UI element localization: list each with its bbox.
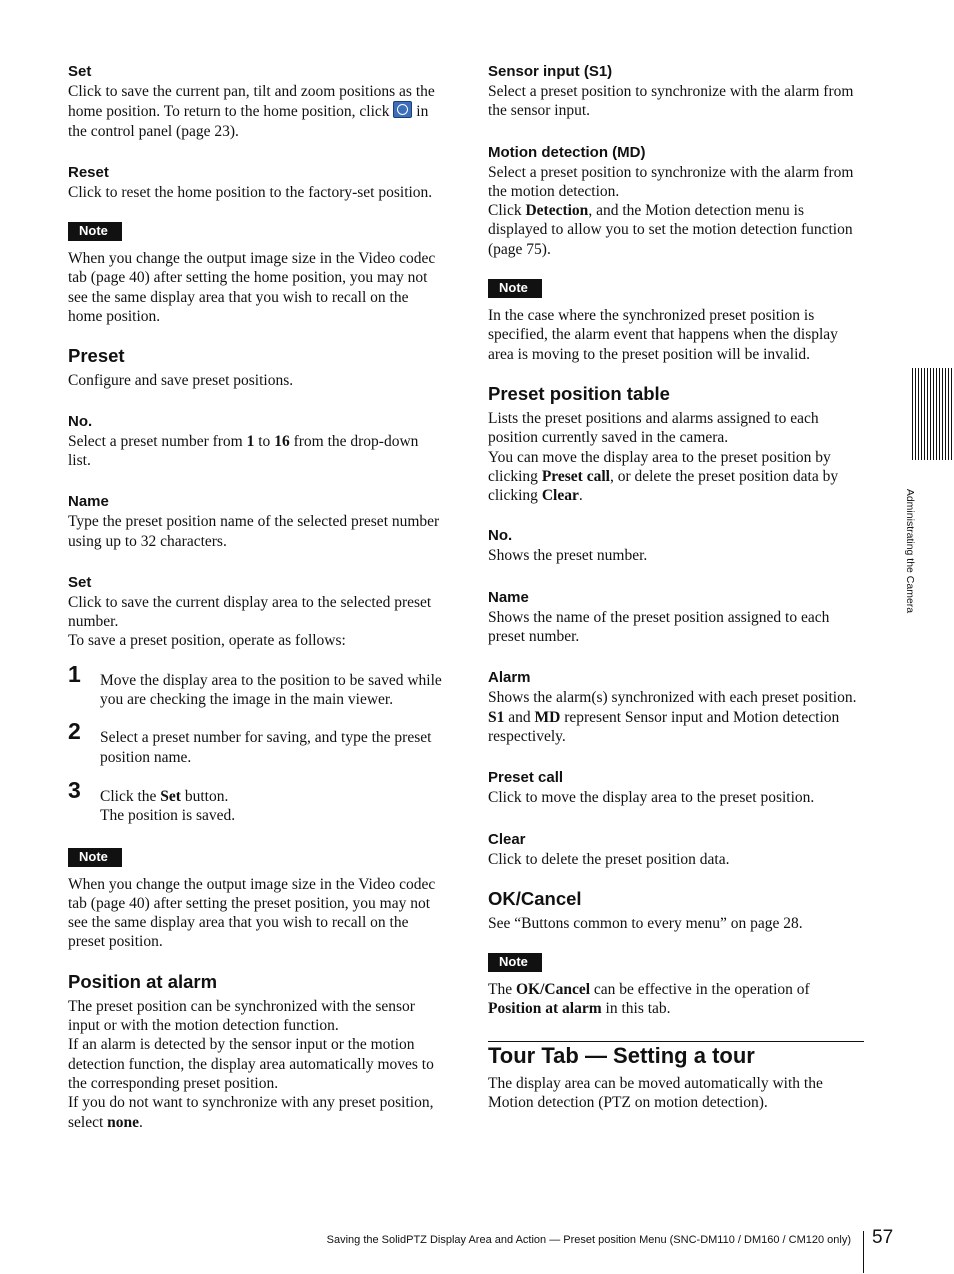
- no-text-c: to: [258, 432, 271, 450]
- step-number: 2: [68, 718, 81, 745]
- preset-call-description: Click to move the display area to the preset position.: [488, 789, 815, 807]
- reset-heading: Reset: [68, 163, 109, 181]
- note-text: In the case where the synchronized preset position is specified, the alarm event that happens when the display area is moving to the preset position will be invalid.: [488, 307, 838, 363]
- sensor-input-description: Select a preset position to synchronize with the alarm from the sensor input.: [488, 83, 854, 120]
- home-position-icon: [393, 101, 412, 118]
- step-2: [68, 718, 442, 767]
- preset-position-table-heading: Preset position table: [488, 382, 670, 404]
- step-number: 3: [68, 776, 81, 803]
- ok-cancel-description: See “Buttons common to every menu” on page 28.: [488, 914, 803, 932]
- preset-description: Configure and save preset positions.: [68, 372, 294, 390]
- set-text-b: in the control panel (page 23).: [68, 103, 429, 140]
- name-heading: Name: [68, 493, 109, 511]
- note4-text-e: in this tab.: [605, 1000, 671, 1018]
- name-heading: Name: [488, 588, 529, 606]
- alarm-text-b: none: [107, 1113, 140, 1131]
- note-label: Note: [68, 848, 122, 867]
- no-heading: No.: [68, 412, 93, 430]
- step-number: 1: [68, 660, 81, 687]
- note-label: Note: [488, 279, 542, 298]
- alarm-heading: Alarm: [488, 669, 531, 687]
- alarm-description: [488, 688, 864, 746]
- reset-description: Click to reset the home position to the factory-set position.: [68, 183, 433, 201]
- md-text-b: Detection: [525, 202, 589, 220]
- tour-tab-description: The display area can be moved automatically with the Motion detection (PTZ on motion detection).: [488, 1074, 823, 1112]
- md-text-c: , and the Motion detection menu is displayed to allow you to set the motion detection function (page 75).: [488, 202, 853, 258]
- table-text-d: Clear: [541, 487, 579, 505]
- table-detail: [488, 448, 864, 506]
- clear-heading: Clear: [488, 830, 526, 848]
- motion-detection-heading: Motion detection (MD): [488, 143, 646, 161]
- alarm-text-c: .: [139, 1113, 143, 1131]
- step3-text-a: Click the: [100, 787, 157, 805]
- alarm-text-d: MD: [534, 708, 561, 726]
- side-tab-label: Administrating the Camera: [904, 488, 916, 614]
- no-text-e: from the drop-down list.: [68, 432, 419, 469]
- no-text-d: 16: [274, 432, 290, 450]
- table-text-a: You can move the display area to the preset position by clicking: [488, 448, 831, 485]
- table-text-e: .: [578, 487, 583, 505]
- table-text-b: Preset call: [541, 467, 610, 485]
- clear-description: Click to delete the preset position data.: [488, 850, 730, 868]
- page-number: 57: [872, 1227, 894, 1248]
- step-3: [68, 776, 442, 826]
- note4-text-c: can be effective in the operation of: [593, 981, 810, 999]
- no-description: [68, 432, 442, 471]
- set-heading: Set: [68, 63, 92, 80]
- note-text: [488, 980, 864, 1019]
- alarm-description-2: If an alarm is detected by the sensor input or the motion detection function, the display area automatically moves to the corresponding preset position.: [68, 1036, 434, 1092]
- alarm-text-b: S1: [488, 708, 505, 726]
- alarm-description-3: [68, 1093, 442, 1132]
- note4-text-a: The: [488, 981, 513, 999]
- step-text: [100, 787, 442, 806]
- motion-detection-description: Select a preset position to synchronize with the alarm from the motion detection.: [488, 163, 854, 200]
- section-thumb-index: [912, 368, 954, 460]
- preset-heading: Preset: [68, 345, 125, 367]
- alarm-text-a: If you do not want to synchronize with any preset position, select: [68, 1094, 434, 1131]
- footer-divider: [863, 1231, 864, 1273]
- alarm-text-c: and: [508, 708, 531, 726]
- step3-text-b: Set: [160, 787, 181, 805]
- alarm-text-a: Shows the alarm(s) synchronized with each preset position.: [488, 689, 857, 707]
- set-description: [68, 82, 442, 141]
- md-text-a: Click: [488, 202, 522, 220]
- note-text: When you change the output image size in the Video codec tab (page 40) after setting the preset position, you may not see the same display area that you wish to recall on the preset position.: [68, 875, 436, 951]
- step-text: Select a preset number for saving, and type the preset position name.: [100, 729, 432, 766]
- ok-cancel-heading: OK/Cancel: [488, 887, 582, 909]
- set-text-a: Click to save the current pan, tilt and zoom positions as the home position. To return to the home position, click: [68, 83, 435, 121]
- position-at-alarm-heading: Position at alarm: [68, 970, 218, 992]
- preset-call-heading: Preset call: [488, 769, 564, 787]
- left-column: [68, 62, 442, 1132]
- right-column: [488, 62, 864, 1112]
- name-description: Shows the name of the preset position assigned to each preset number.: [488, 608, 830, 646]
- name-description: Type the preset position name of the selected preset number using up to 32 characters.: [68, 513, 440, 550]
- tour-tab-heading: Tour Tab — Setting a tour: [488, 1041, 864, 1069]
- note4-text-d: Position at alarm: [488, 1000, 602, 1018]
- step-1: [68, 660, 442, 710]
- alarm-description-1: The preset position can be synchronized with the sensor input or with the motion detection function.: [68, 997, 415, 1035]
- set2-procedure-intro: To save a preset position, operate as follows:: [68, 632, 346, 650]
- step3-text-c: button.: [184, 787, 229, 805]
- page-footer: Saving the SolidPTZ Display Area and Action — Preset position Menu (SNC-DM110 / DM160 / CM120 only): [326, 1234, 851, 1246]
- note-text: When you change the output image size in the Video codec tab (page 40) after setting the home position, you may not see the same display area that you wish to recall on the home position.: [68, 250, 436, 326]
- no-heading: No.: [488, 527, 513, 545]
- table-text-c: , or delete the preset position data by clicking: [488, 467, 839, 505]
- note-label: Note: [488, 953, 542, 972]
- note-label: Note: [68, 222, 122, 241]
- no-description: Shows the preset number.: [488, 547, 648, 565]
- step-text: Move the display area to the position to be saved while you are checking the image in the main viewer.: [100, 671, 442, 709]
- set2-heading: Set: [68, 573, 92, 591]
- set2-description: Click to save the current display area to the selected preset number.: [68, 593, 432, 631]
- no-text-a: Select a preset number from: [68, 432, 243, 450]
- alarm-text-e: represent Sensor input and Motion detection respectively.: [488, 708, 840, 745]
- table-description: Lists the preset positions and alarms assigned to each position currently saved in the camera.: [488, 409, 819, 447]
- note4-text-b: OK/Cancel: [515, 981, 591, 999]
- step-result: The position is saved.: [100, 807, 236, 825]
- no-text-b: 1: [246, 432, 255, 450]
- sensor-input-heading: Sensor input (S1): [488, 63, 613, 80]
- motion-detection-detail: [488, 201, 864, 259]
